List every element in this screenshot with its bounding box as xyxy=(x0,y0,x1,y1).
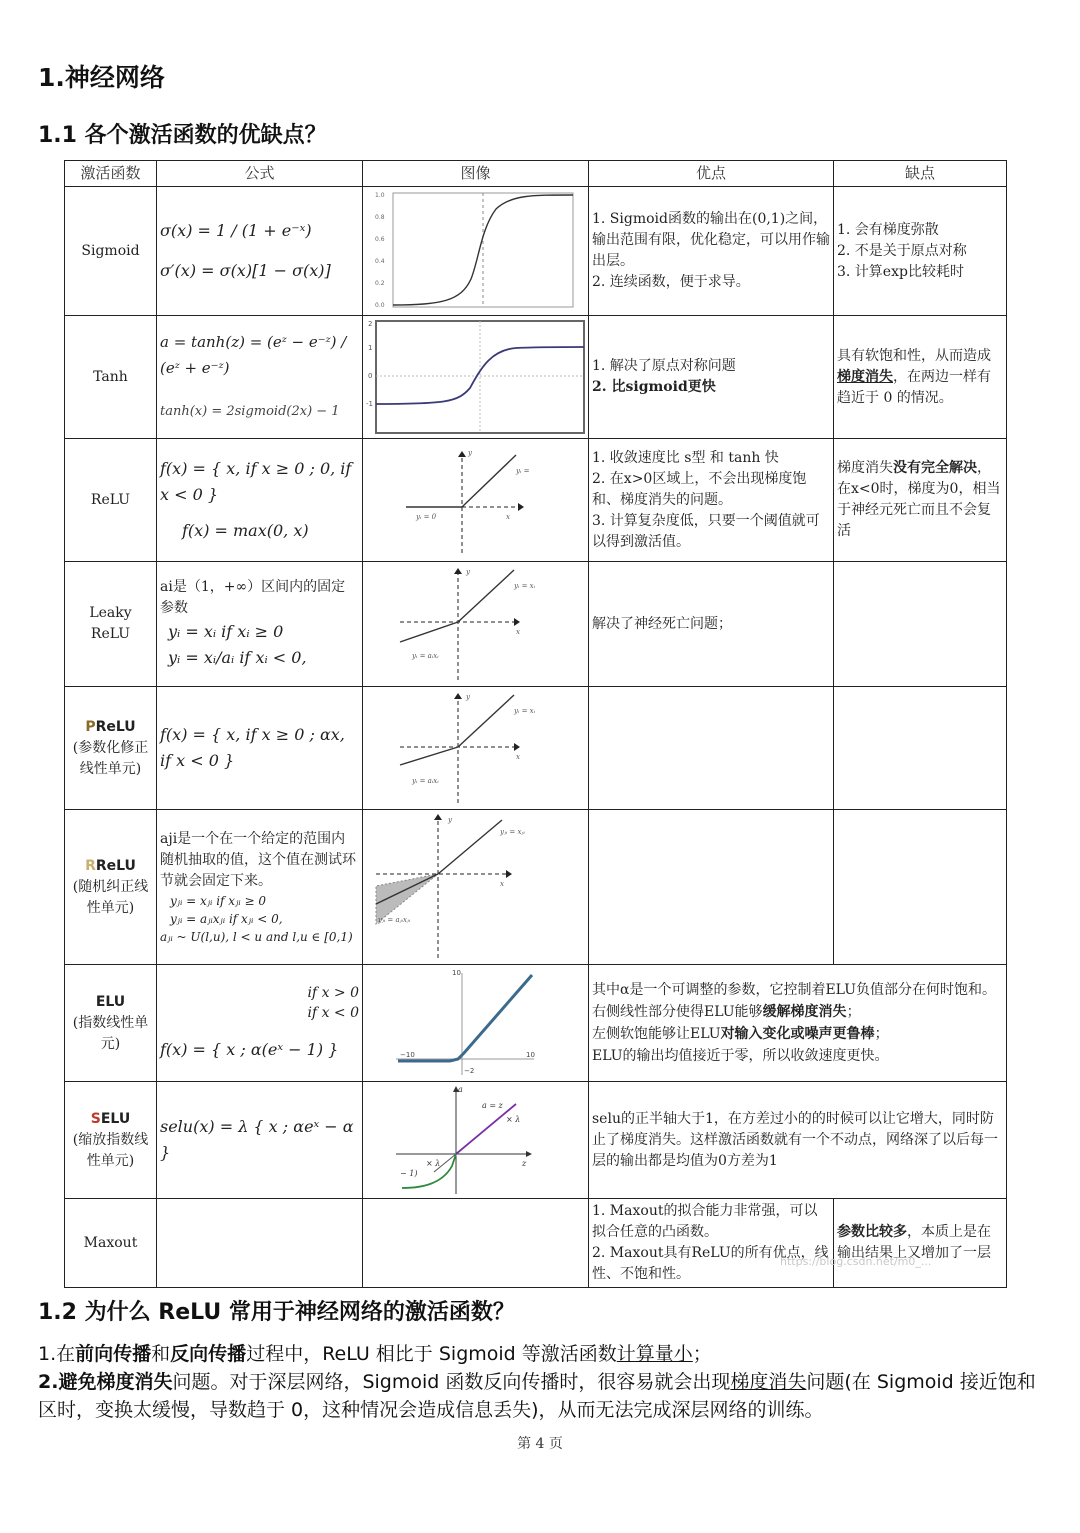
para-emphasis: 2. xyxy=(38,1371,59,1393)
formula-line: if x > 0 xyxy=(307,985,359,1001)
tick-label: −10 xyxy=(400,1051,415,1059)
pros-text: 左侧软饱能够让ELU xyxy=(592,1026,721,1042)
tick-label: 0.4 xyxy=(374,258,385,265)
tick-label: 0.6 xyxy=(374,236,385,243)
formula-cell xyxy=(157,187,363,316)
axis-label: y xyxy=(448,816,452,824)
axis-label: x xyxy=(506,513,510,521)
pros-line: 其中α是一个可调整的参数，它控制着ELU负值部分在何时饱和。 xyxy=(592,982,997,998)
formula-line: yⱼᵢ = xⱼᵢ if xⱼᵢ ≥ 0 xyxy=(170,893,266,908)
graph-cell xyxy=(363,687,589,810)
section-title-1-2: 1.2 为什么 ReLU 常用于神经网络的激活函数？ xyxy=(38,1300,515,1325)
graph-cell xyxy=(363,562,589,687)
pros-cell xyxy=(589,965,1007,1082)
pros-line: 1. 解决了原点对称问题 xyxy=(592,358,736,374)
formula-line: yⱼᵢ = aⱼᵢxⱼᵢ if xⱼᵢ < 0, xyxy=(170,911,283,926)
para-emphasis: 反向传播 xyxy=(170,1343,247,1365)
cons-text: 具有软饱和性，从而造成 xyxy=(837,347,991,364)
formula-cell xyxy=(157,1082,363,1199)
curve-label: yⱼᵢ = xⱼᵢ xyxy=(500,828,525,836)
table-row xyxy=(65,1199,1007,1288)
activation-name: ReLU xyxy=(65,439,157,562)
axis-label: x xyxy=(516,628,520,636)
axis-label: x xyxy=(516,753,520,761)
formula-line: a = tanh(z) = (eᶻ − e⁻ᶻ) / (eᶻ + e⁻ᶻ) xyxy=(160,333,347,377)
cons-cell xyxy=(834,562,1007,687)
formula-line: f(x) = { x, if x ≥ 0 ; αx, if x < 0 } xyxy=(160,725,345,770)
activation-name: Maxout xyxy=(65,1199,157,1288)
curve-label: yᵢ = 0 xyxy=(416,513,437,521)
tick-label: 0 xyxy=(368,372,373,380)
para-text: 过程中，ReLU 相比于 Sigmoid 等激活函数 xyxy=(246,1343,617,1365)
formula-line: selu(x) = λ { x ; αeˣ − α } xyxy=(160,1117,354,1162)
name-rest: ReLU xyxy=(95,857,136,874)
elu-graph xyxy=(366,967,588,1079)
section-title-1-1: 1.1 各个激活函数的优缺点？ xyxy=(38,123,327,148)
name-initial: P xyxy=(85,718,96,735)
tick-label: 0.0 xyxy=(374,302,385,309)
name-main: ELU xyxy=(95,993,126,1010)
formula-line: σ′(x) = σ(x)[1 − σ(x)] xyxy=(160,261,331,280)
tick-label: 0.2 xyxy=(374,280,385,287)
pros-cell xyxy=(589,562,834,687)
cons-line: 2. 不是关于原点对称 xyxy=(837,242,967,259)
pros-line: 1. 收敛速度比 s型 和 tanh 快 xyxy=(592,449,779,466)
cons-emphasis: 参数比较多 xyxy=(837,1224,907,1240)
curve-label: yᵢ = xᵢ xyxy=(514,707,536,715)
name-initial: R xyxy=(85,857,96,874)
pros-emphasis: 对输入变化或噪声更鲁棒 xyxy=(720,1026,875,1042)
name-rest: ELU xyxy=(100,1110,131,1127)
para-text: 1.在 xyxy=(38,1343,76,1365)
formula-cell xyxy=(157,810,363,965)
curve-label: × λ xyxy=(426,1159,441,1168)
cons-line: 3. 计算exp比较耗时 xyxy=(837,263,964,280)
tick-label: 1.0 xyxy=(374,192,385,199)
cons-line: 1. 会有梯度弥散 xyxy=(837,221,939,238)
cons-text: 梯度消失 xyxy=(837,460,893,476)
pros-line xyxy=(592,1023,1003,1045)
formula-line: if x < 0 xyxy=(307,1005,359,1021)
graph-cell xyxy=(363,439,589,562)
tick-label: 10 xyxy=(526,1051,535,1059)
cons-text: ，在两边一样有趋近于 0 的情况。 xyxy=(837,368,991,406)
formula-line: σ(x) = 1 / (1 + e⁻ˣ) xyxy=(160,221,312,240)
axis-label: y xyxy=(466,568,470,576)
page-number: 第 4 页 xyxy=(517,1436,563,1452)
axis-label: a xyxy=(458,1085,463,1094)
paragraph-2 xyxy=(38,1368,1048,1424)
formula-line: tanh(x) = 2sigmoid(2x) − 1 xyxy=(160,404,340,419)
cons-emphasis: 没有完全解决 xyxy=(893,460,977,476)
graph-cell xyxy=(363,187,589,316)
name-subtitle: (缩放指数线性单元) xyxy=(72,1131,149,1169)
curve-label: yᵢ = aᵢxᵢ xyxy=(412,777,439,785)
rrelu-graph xyxy=(366,812,588,962)
tick-label: 2 xyxy=(368,320,373,328)
name-subtitle: (参数化修正线性单元) xyxy=(72,739,149,777)
formula-line: aⱼᵢ ~ U(l,u), l < u and l,u ∈ [0,1) xyxy=(160,929,353,944)
header-cell: 缺点 xyxy=(834,161,1007,187)
table-row xyxy=(65,187,1007,316)
pros-cell xyxy=(589,687,834,810)
pros-emphasis: 缓解梯度消失 xyxy=(762,1004,847,1020)
header-cell: 图像 xyxy=(363,161,589,187)
graph-cell xyxy=(363,316,589,439)
para-text: 问题。对于深层网络，Sigmoid 函数反向传播时，很容易就会出现 xyxy=(172,1371,731,1393)
sigmoid-graph xyxy=(371,189,581,313)
graph-cell xyxy=(363,1082,589,1199)
curve-label: a = z xyxy=(482,1101,503,1110)
pros-line: 3. 计算复杂度低，只要一个阈值就可以得到激活值。 xyxy=(592,512,820,550)
tick-label: 0.8 xyxy=(374,214,385,221)
cons-cell xyxy=(834,439,1007,562)
para-emphasis: 前向传播 xyxy=(75,1343,152,1365)
table-row xyxy=(65,1082,1007,1199)
formula-line: f(x) = { x ; α(eˣ − 1) } xyxy=(160,1040,339,1059)
formula-line: f(x) = max(0, x) xyxy=(182,521,309,540)
curve-label: yᵢ = xᵢ xyxy=(514,582,536,590)
pros-text: 右侧线性部分使得ELU能够 xyxy=(592,1004,763,1020)
pros-line: 1. Sigmoid函数的输出在(0,1)之间，输出范围有限，优化稳定，可以用作输出层。 xyxy=(592,211,830,269)
cons-emphasis: 梯度消失 xyxy=(837,368,893,385)
name-subtitle: (指数线性单元) xyxy=(72,1014,149,1052)
watermark: https://blog.csdn.net/m0_... xyxy=(780,1255,932,1268)
formula-cell xyxy=(157,687,363,810)
curve-label: yᵢ = aᵢxᵢ xyxy=(412,652,439,660)
cons-cell xyxy=(834,316,1007,439)
paragraph-1 xyxy=(38,1340,1048,1368)
curve-label: − 1) xyxy=(400,1169,418,1178)
header-cell: 公式 xyxy=(157,161,363,187)
axis-label: x xyxy=(500,880,504,888)
header-cell: 优点 xyxy=(589,161,834,187)
pros-line: 2. 连续函数，便于求导。 xyxy=(592,274,750,290)
relu-graph xyxy=(366,441,588,559)
page-heading: 1.神经网络 xyxy=(38,63,165,92)
activation-name: Tanh xyxy=(65,316,157,439)
pros-line: 解决了神经死亡问题； xyxy=(592,615,732,632)
curve-label: × λ xyxy=(506,1115,521,1124)
activation-name xyxy=(65,965,157,1082)
para-emphasis: 避免梯度消失 xyxy=(58,1371,173,1393)
pros-line: selu的正半轴大于1，在方差过小的的时候可以让它增大，同时防止了梯度消失。这样激活函数就有一个不动点，网络深了以后每一层的输出都是均值为0方差为1 xyxy=(592,1110,998,1169)
graph-cell xyxy=(363,1199,589,1288)
para-text: 和 xyxy=(151,1343,171,1365)
activation-name xyxy=(65,810,157,965)
tanh-graph xyxy=(366,318,588,436)
pros-cell xyxy=(589,1082,1007,1199)
formula-note: ai是（1，+∞）区间内的固定参数 xyxy=(160,579,346,616)
name-initial: S xyxy=(90,1110,101,1127)
formula-line: f(x) = { x, if x ≥ 0 ; 0, if x < 0 } xyxy=(160,459,352,504)
selu-graph xyxy=(366,1084,588,1196)
pros-line: 1. Maxout的拟合能力非常强，可以拟合任意的凸函数。 xyxy=(592,1203,818,1240)
prelu-graph xyxy=(366,689,588,807)
table-row xyxy=(65,562,1007,687)
pros-cell xyxy=(589,1199,834,1288)
table-row xyxy=(65,687,1007,810)
axis-label: z xyxy=(522,1159,527,1168)
table-row xyxy=(65,439,1007,562)
pros-line: 2. 比sigmoid更快 xyxy=(592,379,716,395)
para-underline: 计算量小 xyxy=(616,1343,693,1365)
table-row xyxy=(65,316,1007,439)
tick-label: 1 xyxy=(368,344,373,352)
pros-text: ； xyxy=(846,1004,861,1020)
name-subtitle: (随机纠正线性单元) xyxy=(72,878,149,916)
pros-cell xyxy=(589,187,834,316)
tick-label: -1 xyxy=(366,400,373,408)
table-header-row xyxy=(65,161,1007,187)
cons-text: ，本质上是在输出结果上又增加了一层 xyxy=(837,1224,991,1261)
axis-label: y xyxy=(466,693,470,701)
pros-cell xyxy=(589,316,834,439)
formula-note: aji是一个在一个给定的范围内随机抽取的值，这个值在测试环节就会固定下来。 xyxy=(160,830,356,889)
formula-cell xyxy=(157,439,363,562)
curve-label: yⱼᵢ = aⱼᵢxⱼᵢ xyxy=(378,916,411,924)
pros-line xyxy=(592,1001,1003,1023)
tick-label: −2 xyxy=(464,1067,475,1075)
cons-text: ，在x<0时，梯度为0，相当于神经元死亡而且不会复活 xyxy=(837,460,1001,539)
header-cell: 激活函数 xyxy=(65,161,157,187)
graph-cell xyxy=(363,810,589,965)
pros-line: 2. 在x>0区域上，不会出现梯度饱和、梯度消失的问题。 xyxy=(592,470,807,508)
curve-label: yᵢ = xyxy=(516,467,530,475)
pros-cell xyxy=(589,810,834,965)
graph-cell xyxy=(363,965,589,1082)
formula-cell xyxy=(157,562,363,687)
formula-line: yᵢ = xᵢ if xᵢ ≥ 0 xyxy=(168,622,284,641)
pros-text: ； xyxy=(874,1026,889,1042)
formula-cell xyxy=(157,965,363,1082)
pros-line: 2. Maxout具有ReLU的所有优点，线性、不饱和性。 xyxy=(592,1245,829,1282)
formula-cell xyxy=(157,1199,363,1288)
table-row xyxy=(65,965,1007,1082)
pros-cell xyxy=(589,439,834,562)
pros-line: ELU的输出均值接近于零，所以收敛速度更快。 xyxy=(592,1048,889,1064)
activation-table xyxy=(64,160,1007,1288)
para-text: 问题(在 Sigmoid 接近饱和区时，变换太缓慢，导数趋于 0，这种情况会造成信息丢失)，从而无法完成深层网络的训练。 xyxy=(38,1371,1036,1421)
para-underline: 梯度消失 xyxy=(730,1371,807,1393)
table-row xyxy=(65,810,1007,965)
activation-name: Sigmoid xyxy=(65,187,157,316)
tick-label: 10 xyxy=(452,969,461,977)
cons-cell xyxy=(834,810,1007,965)
leaky-relu-graph xyxy=(366,564,588,684)
formula-line: yᵢ = xᵢ/aᵢ if xᵢ < 0, xyxy=(168,648,307,667)
cons-cell xyxy=(834,1199,1007,1288)
cons-cell xyxy=(834,687,1007,810)
activation-name xyxy=(65,687,157,810)
name-rest: ReLU xyxy=(95,718,136,735)
axis-label: y xyxy=(468,449,472,457)
cons-cell xyxy=(834,187,1007,316)
para-text: ； xyxy=(692,1343,712,1365)
activation-name: Leaky ReLU xyxy=(65,562,157,687)
activation-name xyxy=(65,1082,157,1199)
formula-cell xyxy=(157,316,363,439)
